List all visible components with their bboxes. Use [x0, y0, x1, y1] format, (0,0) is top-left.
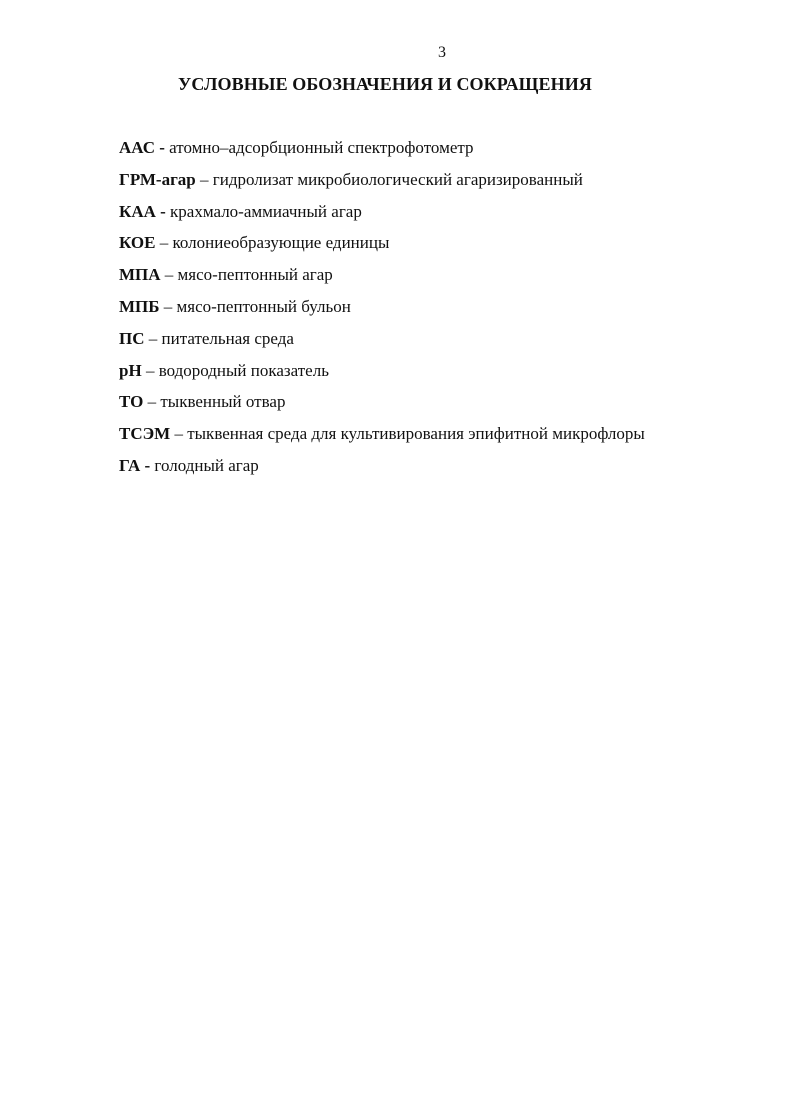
- abbreviation-definition: – гидролизат микробиологический агаризированный: [195, 169, 583, 189]
- abbreviation-item: [119, 169, 779, 201]
- abbreviation-item: [119, 328, 779, 360]
- abbreviation-term: ТСЭМ: [119, 424, 171, 444]
- abbreviation-definition: – мясо-пептонный бульон: [159, 296, 351, 316]
- abbreviation-term: ГРМ-агар: [119, 169, 196, 189]
- abbreviation-definition: – мясо-пептонный агар: [160, 265, 333, 285]
- abbreviation-term: КАА -: [119, 201, 166, 221]
- abbreviation-definition: – питательная среда: [144, 328, 294, 348]
- abbreviation-item: [119, 455, 779, 487]
- abbreviation-definition: – колониеобразующие единицы: [155, 233, 390, 253]
- abbreviation-term: ГА -: [119, 455, 151, 475]
- abbreviation-term: КОЕ: [119, 233, 156, 253]
- abbreviation-definition: атомно–адсорбционный спектрофотометр: [164, 138, 474, 157]
- abbreviation-item: [119, 137, 779, 169]
- abbreviation-item: [119, 423, 779, 455]
- abbreviation-item: [119, 296, 779, 328]
- abbreviation-definition: – водородный показатель: [141, 360, 329, 380]
- page-title: УСЛОВНЫЕ ОБОЗНАЧЕНИЯ И СОКРАЩЕНИЯ: [178, 74, 592, 94]
- abbreviation-term: pH: [119, 360, 142, 380]
- abbreviation-term: ПС: [119, 328, 145, 348]
- abbreviation-definition: – тыквенный отвар: [143, 392, 286, 412]
- abbreviation-term: ААС -: [119, 138, 165, 157]
- abbreviation-item: [119, 264, 779, 296]
- abbreviation-term: МПБ: [119, 296, 160, 316]
- abbreviation-list: [119, 137, 779, 487]
- abbreviation-term: ТО: [119, 392, 144, 412]
- abbreviation-definition: крахмало-аммиачный агар: [165, 201, 362, 221]
- abbreviation-term: МПА: [119, 265, 161, 285]
- abbreviation-item: [119, 391, 779, 423]
- abbreviation-definition: – тыквенная среда для культивирования эпифитной микрофлоры: [170, 424, 645, 444]
- page-number: 3: [438, 44, 446, 61]
- abbreviation-item: [119, 360, 779, 392]
- abbreviation-definition: голодный агар: [150, 455, 259, 475]
- abbreviation-item: [119, 201, 779, 233]
- abbreviation-item: [119, 232, 779, 264]
